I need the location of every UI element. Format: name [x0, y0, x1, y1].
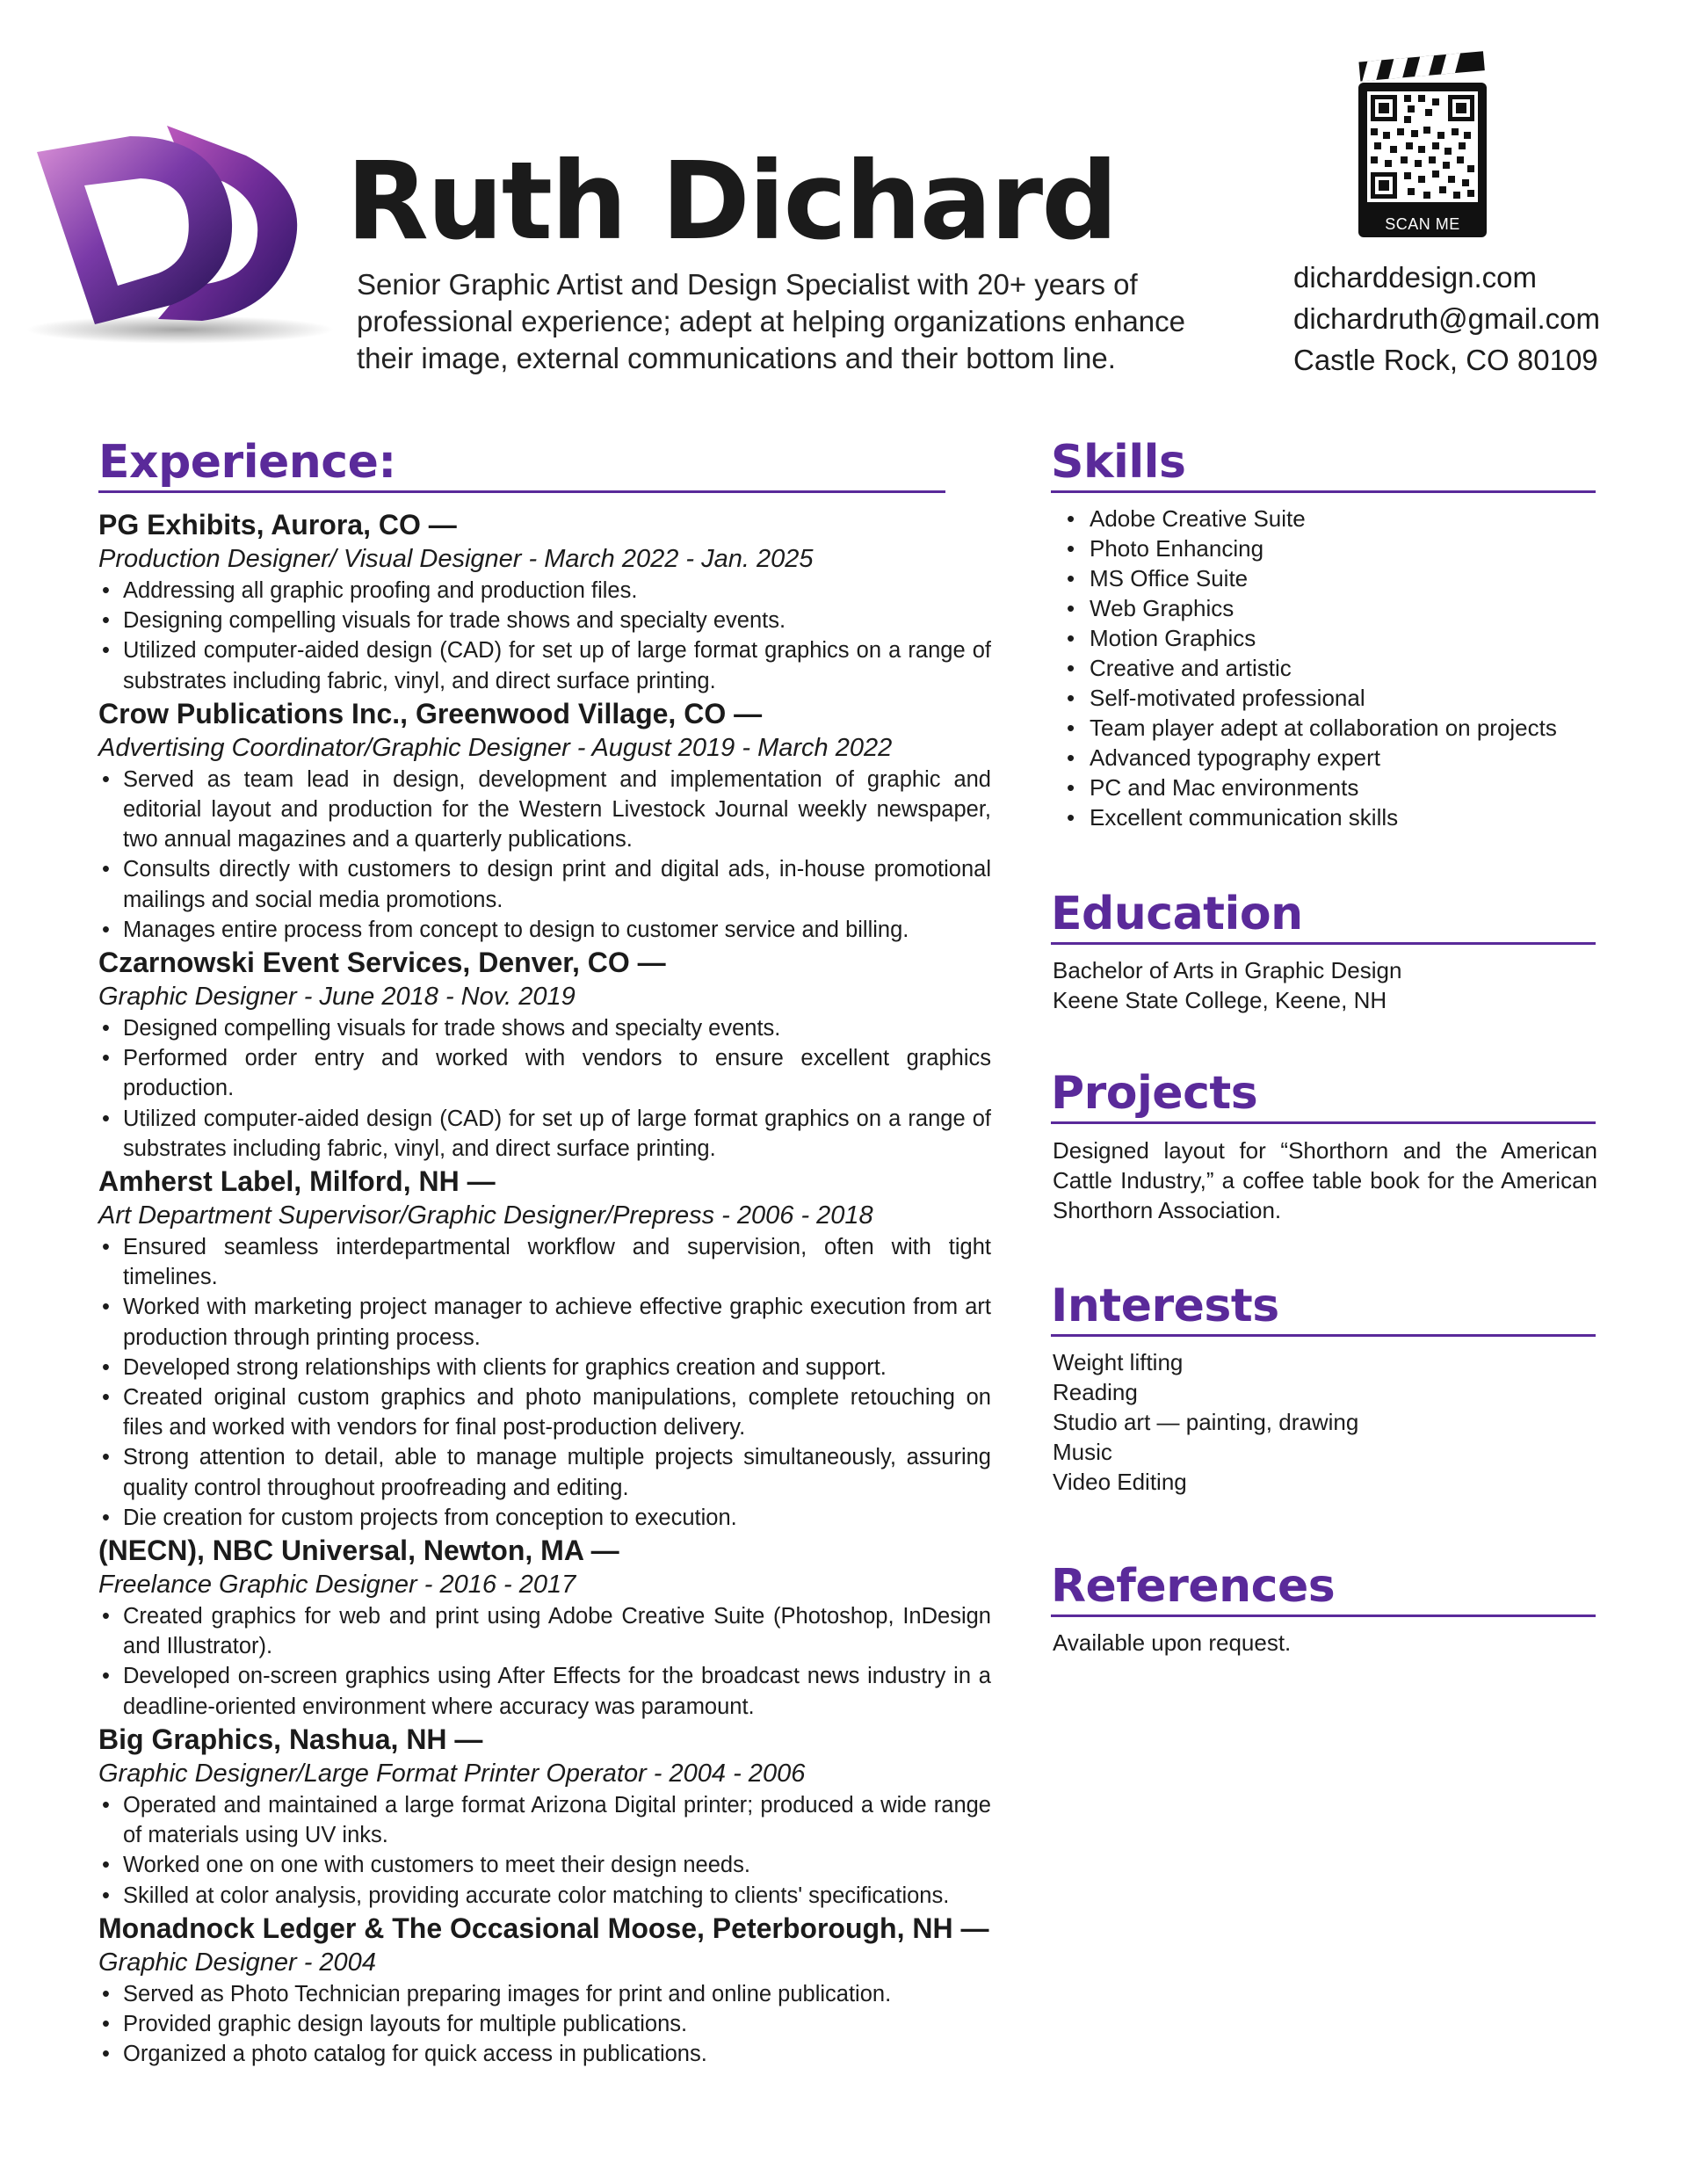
duty-list	[98, 1601, 991, 1722]
company-name: Amherst Label, Milford, NH —	[98, 1165, 496, 1198]
company-name: Crow Publications Inc., Greenwood Village, CO —	[98, 697, 763, 729]
duty-item: • Manages entire process from concept to design to customer service and billing.	[98, 915, 991, 945]
duty-item: • Performed order entry and worked with vendors to ensure excellent graphics production.	[98, 1043, 991, 1103]
duty-item: • Skilled at color analysis, providing accurate color matching to clients' specifications.	[98, 1881, 991, 1911]
experience-entry	[98, 945, 991, 1164]
skills-list	[1053, 504, 1597, 832]
interests-heading: Interests	[1051, 1280, 1279, 1332]
skill-item: • Creative and artistic	[1053, 653, 1597, 683]
clapperboard-qr-code	[1357, 51, 1488, 241]
duty-item: • Ensured seamless interdepartmental workflow and supervision, often with tight timelines.	[98, 1232, 991, 1292]
duty-list	[98, 1979, 991, 2070]
experience-entry	[98, 507, 991, 696]
skill-item: • Web Graphics	[1053, 593, 1597, 623]
skills-heading: Skills	[1051, 436, 1186, 489]
interest-item: Studio art — painting, drawing	[1053, 1409, 1359, 1435]
duty-list	[98, 1790, 991, 1911]
education-heading: Education	[1051, 888, 1303, 940]
job-role: Graphic Designer - 2004	[98, 1948, 376, 1977]
skill-item: • MS Office Suite	[1053, 563, 1597, 593]
email-link[interactable]: dichardruth@gmail.com	[1293, 302, 1600, 335]
duty-item: • Organized a photo catalog for quick access in publications.	[98, 2039, 991, 2069]
company-name: Big Graphics, Nashua, NH —	[98, 1723, 483, 1755]
interest-item: Weight lifting	[1053, 1349, 1184, 1375]
experience-entry	[98, 1164, 991, 1533]
references-text: Available upon request.	[1053, 1629, 1292, 1656]
duty-item: • Developed strong relationships with clients for graphics creation and support.	[98, 1353, 991, 1382]
duty-item: • Addressing all graphic proofing and production files.	[98, 576, 991, 606]
location-text: Castle Rock, CO 80109	[1293, 344, 1598, 376]
experience-entry	[98, 1722, 991, 1911]
skill-item: • Self-motivated professional	[1053, 683, 1597, 713]
skill-item: • Excellent communication skills	[1053, 802, 1597, 832]
company-name: (NECN), NBC Universal, Newton, MA —	[98, 1535, 619, 1567]
contact-info	[1293, 257, 1600, 381]
interest-item: Reading	[1053, 1379, 1138, 1405]
education-details	[1053, 955, 1401, 1015]
company-name: PG Exhibits, Aurora, CO —	[98, 509, 457, 541]
company-name: Czarnowski Event Services, Denver, CO —	[98, 947, 666, 979]
projects-divider	[1051, 1121, 1596, 1124]
duty-list	[98, 1232, 991, 1533]
experience-entry	[98, 696, 991, 945]
experience-heading: Experience:	[98, 436, 396, 489]
job-role: Graphic Designer - June 2018 - Nov. 2019	[98, 983, 576, 1012]
job-role: Art Department Supervisor/Graphic Designer/Prepress - 2006 - 2018	[98, 1201, 873, 1230]
qr-code-icon	[1357, 51, 1488, 241]
skill-item: • Adobe Creative Suite	[1053, 504, 1597, 533]
duty-item: • Operated and maintained a large format Arizona Digital printer; produced a wide range of materials using UV inks.	[98, 1790, 991, 1850]
degree-text: Bachelor of Arts in Graphic Design	[1053, 957, 1402, 983]
duty-list	[98, 765, 991, 945]
candidate-name: Ruth Dichard	[346, 139, 1117, 264]
job-role: Advertising Coordinator/Graphic Designer - August 2019 - March 2022	[98, 733, 893, 762]
skills-divider	[1051, 490, 1596, 493]
skill-item: • Motion Graphics	[1053, 623, 1597, 653]
duty-item: • Designed compelling visuals for trade shows and specialty events.	[98, 1013, 991, 1043]
duty-item: • Provided graphic design layouts for multiple publications.	[98, 2009, 991, 2039]
duty-item: • Worked with marketing project manager to achieve effective graphic execution from art production through printing process.	[98, 1292, 991, 1352]
experience-entry	[98, 1911, 991, 2070]
experience-list	[98, 507, 991, 2069]
interest-item: Video Editing	[1053, 1469, 1187, 1495]
duty-item: • Created original custom graphics and photo manipulations, complete retouching on files and worked with vendors for final post-production delivery.	[98, 1382, 991, 1442]
profile-tagline: Senior Graphic Artist and Design Specialist with 20+ years of professional experience; adept at helping organizations enhance their image, external communications and their bottom line.	[357, 268, 1185, 374]
duty-item: • Created graphics for web and print using Adobe Creative Suite (Photoshop, InDesign and Illustrator).	[98, 1601, 991, 1661]
experience-divider	[98, 490, 945, 493]
company-name: Monadnock Ledger & The Occasional Moose, Peterborough, NH —	[98, 1912, 989, 1944]
skill-item: • Photo Enhancing	[1053, 533, 1597, 563]
school-text: Keene State College, Keene, NH	[1053, 987, 1387, 1013]
projects-text: Designed layout for “Shorthorn and the American Cattle Industry,” a coffee table book for the American Shorthorn Association.	[1053, 1137, 1597, 1223]
experience-entry	[98, 1533, 991, 1722]
education-divider	[1051, 942, 1596, 945]
duty-list	[98, 1013, 991, 1164]
skill-item: • PC and Mac environments	[1053, 773, 1597, 802]
interests-divider	[1051, 1334, 1596, 1337]
references-divider	[1051, 1614, 1596, 1617]
duty-item: • Die creation for custom projects from conception to execution.	[98, 1503, 991, 1533]
duty-item: • Served as Photo Technician preparing images for print and online publication.	[98, 1979, 991, 2009]
duty-item: • Utilized computer-aided design (CAD) for set up of large format graphics on a range of substrates including fabric, vinyl, and direct surface printing.	[98, 635, 991, 695]
duty-item: • Designing compelling visuals for trade shows and specialty events.	[98, 606, 991, 635]
skill-item: • Advanced typography expert	[1053, 743, 1597, 773]
duty-item: • Served as team lead in design, development and implementation of graphic and editorial layout and production for the Western Livestock Journal weekly newspaper, two annual magazines and a quarterly publications.	[98, 765, 991, 855]
duty-item: • Developed on-screen graphics using After Effects for the broadcast news industry in a deadline-oriented environment where accuracy was paramount.	[98, 1661, 991, 1721]
duty-item: • Utilized computer-aided design (CAD) for set up of large format graphics on a range of substrates including fabric, vinyl, and direct surface printing.	[98, 1104, 991, 1164]
skill-item: • Team player adept at collaboration on projects	[1053, 713, 1597, 743]
job-role: Production Designer/ Visual Designer - March 2022 - Jan. 2025	[98, 545, 814, 573]
interest-item: Music	[1053, 1439, 1112, 1465]
duty-item: • Consults directly with customers to design print and digital ads, in-house promotional mailings and social media promotions.	[98, 854, 991, 914]
job-role: Freelance Graphic Designer - 2016 - 2017	[98, 1571, 576, 1600]
scan-me-label: SCAN ME	[1385, 215, 1460, 233]
website-link[interactable]: dicharddesign.com	[1293, 261, 1537, 294]
dd-monogram-logo	[26, 110, 343, 347]
duty-item: • Strong attention to detail, able to manage multiple projects simultaneously, assuring quality control throughout proofreading and editing.	[98, 1442, 991, 1502]
duty-item: • Worked one on one with customers to meet their design needs.	[98, 1850, 991, 1880]
job-role: Graphic Designer/Large Format Printer Operator - 2004 - 2006	[98, 1759, 806, 1788]
projects-heading: Projects	[1051, 1067, 1258, 1120]
interests-list	[1053, 1347, 1358, 1497]
references-heading: References	[1051, 1560, 1336, 1613]
duty-list	[98, 576, 991, 696]
